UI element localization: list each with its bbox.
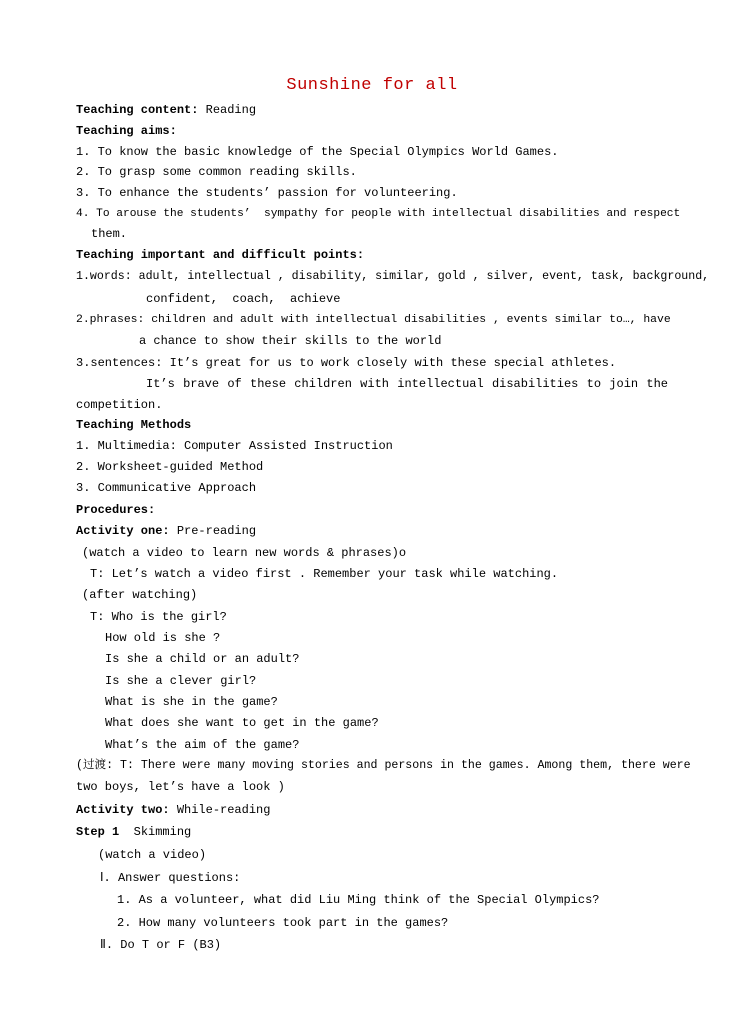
teaching-content-value: Reading: [198, 103, 257, 117]
part-one-heading: Ⅰ. Answer questions:: [100, 871, 241, 885]
points-words-cont: confident, coach, achieve: [146, 292, 341, 306]
transition-line: (过渡: T: There were many moving stories and persons in the games. Among them, there were: [76, 759, 691, 772]
watch-video-note-2: (watch a video): [98, 848, 207, 862]
question-item: How old is she ?: [105, 631, 221, 645]
aim-item-4-cont: them.: [91, 227, 128, 241]
activity-two-label: Activity two:: [76, 803, 170, 817]
aim-item-4: 4. To arouse the students’ sympathy for people with intellectual disabilities and respect: [76, 208, 681, 220]
question-item: What’s the aim of the game?: [105, 738, 300, 752]
points-sentence-cont: It’s brave of these children with intellectual disabilities to join the: [146, 377, 668, 391]
activity-one-label: Activity one:: [76, 524, 170, 538]
method-item-3: 3. Communicative Approach: [76, 481, 257, 495]
step-1-value: Skimming: [119, 825, 192, 839]
method-item-1: 1. Multimedia: Computer Assisted Instruction: [76, 439, 393, 453]
method-item-2: 2. Worksheet-guided Method: [76, 460, 264, 474]
question-item: What is she in the game?: [105, 695, 278, 709]
teacher-line-2: T: Who is the girl?: [90, 610, 227, 624]
points-words-line: 1.words: adult, intellectual , disability, similar, gold , silver, event, task, background,: [76, 270, 710, 283]
teaching-aims-heading: Teaching aims:: [76, 124, 177, 138]
watch-video-note: (watch a video to learn new words & phrases)o: [82, 546, 407, 560]
step-1-label: Step 1: [76, 825, 120, 839]
skim-question-2: 2. How many volunteers took part in the games?: [117, 916, 449, 930]
question-item: What does she want to get in the game?: [105, 716, 379, 730]
aim-item-2: 2. To grasp some common reading skills.: [76, 165, 357, 179]
question-item: Is she a clever girl?: [105, 674, 257, 688]
skim-question-1: 1. As a volunteer, what did Liu Ming think of the Special Olympics?: [117, 893, 600, 907]
after-watching-note: (after watching): [82, 588, 198, 602]
step-1-line: [76, 824, 191, 840]
points-sentence-line: 3.sentences: It’s great for us to work closely with these special athletes.: [76, 356, 617, 370]
activity-one-value: Pre-reading: [169, 524, 257, 538]
points-heading: Teaching important and difficult points:: [76, 248, 365, 262]
aim-item-3: 3. To enhance the students’ passion for volunteering.: [76, 186, 458, 200]
question-item: Is she a child or an adult?: [105, 652, 300, 666]
points-phrases-cont: a chance to show their skills to the world: [139, 334, 442, 348]
teacher-line-1: T: Let’s watch a video first . Remember your task while watching.: [90, 567, 559, 581]
activity-one-line: [76, 523, 256, 539]
teaching-content-label: Teaching content:: [76, 103, 199, 117]
methods-heading: Teaching Methods: [76, 418, 192, 432]
part-two-heading: Ⅱ. Do T or F (B3): [100, 938, 222, 952]
points-sentence-end: competition.: [76, 398, 163, 412]
aim-item-1: 1. To know the basic knowledge of the Special Olympics World Games.: [76, 145, 559, 159]
transition-line-cont: two boys, let’s have a look ): [76, 780, 285, 794]
document-title: Sunshine for all: [286, 76, 458, 95]
teaching-content-line: [76, 102, 256, 118]
activity-two-line: [76, 802, 270, 818]
procedures-heading: Procedures:: [76, 503, 156, 517]
activity-two-value: While-reading: [169, 803, 271, 817]
points-phrases-line: 2.phrases: children and adult with intellectual disabilities , events similar to…, have: [76, 314, 671, 326]
